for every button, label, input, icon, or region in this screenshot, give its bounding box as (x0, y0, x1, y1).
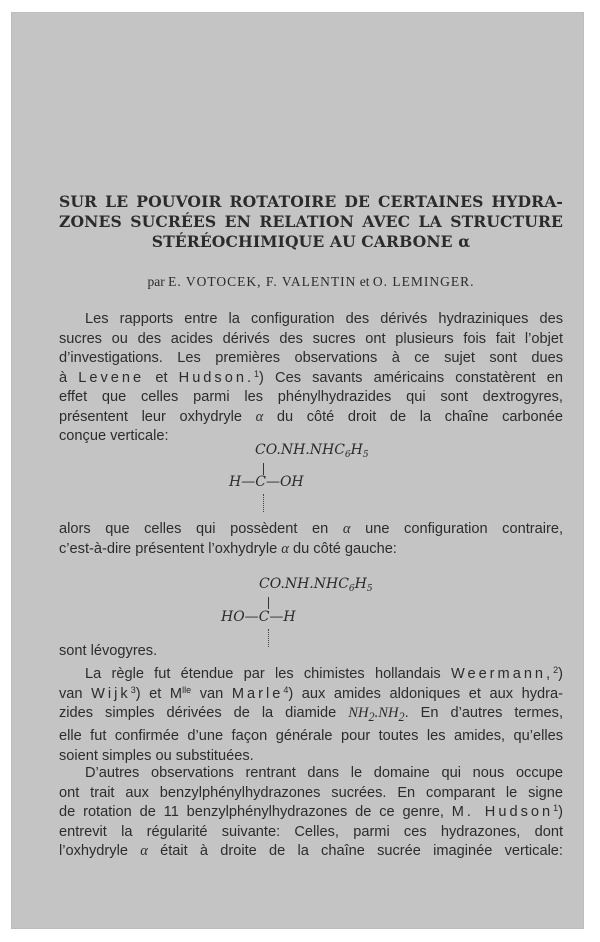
text: van (59, 685, 83, 702)
text: . En d’autres termes, (404, 705, 564, 721)
text: ) et M (135, 685, 183, 702)
text-line: d’investigations. Les premières observations à ce sujet sont dues (59, 350, 563, 366)
formula-top (259, 576, 373, 592)
formula-middle (229, 474, 304, 490)
alpha-symbol: α (281, 540, 289, 557)
formula-text: H— (229, 474, 256, 490)
text: à (59, 369, 68, 386)
formula-text: NH (348, 705, 369, 721)
author-ref-hudson: M. Hudson (451, 804, 554, 820)
scanned-page (11, 12, 584, 929)
formula-text: —H (269, 609, 296, 625)
formula-text: H (354, 576, 367, 592)
formula-text: C (255, 474, 266, 490)
text: du côté droit de la chaîne carbonée (276, 408, 563, 425)
text-line: conçue verticale: (59, 428, 169, 444)
author-prefix: par (147, 274, 165, 289)
text-line: entrevit la régularité suivante: Celles, parmi ces hydrazones, dont (59, 823, 563, 840)
text-line: sont lévogyres. (59, 643, 158, 659)
text: et (155, 369, 168, 386)
text-line (59, 665, 563, 685)
formula-top (255, 442, 369, 458)
text: l’oxhydryle (59, 843, 128, 859)
formula-text: HO— (221, 609, 259, 625)
footnote-ref: 1 (553, 803, 559, 813)
text-line: soient simples ou substituées. (59, 747, 254, 764)
text-line (59, 408, 563, 428)
formula-subscript: 5 (362, 450, 369, 460)
text-line (59, 520, 563, 540)
paragraph-intro (59, 310, 563, 447)
formula-text: H (350, 442, 363, 458)
author-ref-weermann: Weermann, (450, 666, 554, 682)
text: zides simples dérivées de la diamide (59, 705, 337, 721)
text: van (199, 685, 224, 702)
footnote-ref: 3 (130, 684, 136, 695)
formula-text: C (258, 609, 270, 625)
text-line: ont trait aux benzylphénylhydrazones sucrées. En comparant le signe (59, 784, 563, 801)
formula-subscript: 6 (348, 584, 355, 594)
text: présentent leur oxhydryle (59, 408, 242, 425)
formula-text: CO.NH.NHC (259, 576, 349, 592)
text: ) (558, 666, 563, 682)
formula-subscript: 6 (344, 450, 351, 460)
bond-line (268, 597, 269, 609)
text-line (59, 842, 563, 862)
paragraph-rule-extended (59, 665, 563, 766)
paragraph-contrary (59, 520, 563, 559)
formula-text: CO.NH.NHC (255, 442, 345, 458)
formula-subscript: 2 (368, 709, 375, 724)
text: ) aux amides aldoniques et aux hydra- (288, 685, 563, 702)
author-names: E. VOTOCEK, F. VALENTIN (168, 274, 357, 289)
author-ref-levene: Levene (78, 369, 145, 386)
text-line (59, 685, 563, 705)
author-conjunction: et (359, 274, 370, 289)
text: c’est-à-dire présentent l’oxhydryle (59, 540, 278, 557)
paragraph-benzyl (59, 764, 563, 862)
text-line: Les rapports entre la configuration des dérivés hydraziniques des (85, 311, 563, 327)
text-line (59, 369, 563, 389)
text: ) Ces savants américains constatèrent en (259, 369, 563, 386)
author-ref-hudson: Hudson. (178, 369, 255, 386)
author-line (59, 274, 563, 290)
mlle-abbrev: lle (182, 684, 192, 695)
author-last: O. LEMINGER. (372, 274, 475, 289)
article-title (59, 192, 563, 252)
text: ) (558, 804, 563, 820)
text-line: effet que celles parmi les phénylhydrazides qui sont dextrogyres, (59, 389, 563, 405)
text: alors que celles qui possèdent en (59, 521, 329, 537)
formula-text: —OH (265, 474, 304, 490)
title-line-2: ZONES SUCRÉES EN RELATION AVEC LA STRUCTURE (59, 212, 563, 231)
text: était à droite de la chaîne sucrée imaginée verticale: (160, 843, 563, 859)
text-line: elle fut confirmée d’une façon générale pour toutes les amides, qu’elles (59, 728, 563, 745)
title-line-3: STÉRÉOCHIMIQUE AU CARBONE α (151, 232, 471, 251)
formula-middle (221, 609, 296, 625)
title-line-1: SUR LE POUVOIR ROTATOIRE DE CERTAINES HYDRA- (59, 192, 563, 211)
alpha-symbol: α (342, 521, 351, 537)
formula-subscript: 5 (366, 584, 373, 594)
text-line: sucres ou des acides dérivés des sucres ont plusieurs fois fait l’objet (59, 330, 563, 347)
footnote-ref: 1 (254, 368, 260, 379)
text-line (59, 704, 563, 727)
text: du côté gauche: (293, 540, 397, 557)
text-line: D’autres observations rentrant dans le domaine qui nous occupe (85, 765, 563, 781)
dotted-bond (263, 494, 264, 512)
text-line (59, 540, 563, 560)
alpha-symbol: α (140, 843, 148, 859)
text: de rotation de 11 benzylphénylhydrazones de ce genre, (59, 804, 444, 820)
formula-subscript: 2 (398, 709, 405, 724)
footnote-ref: 2 (553, 665, 559, 675)
author-ref-marle: Marle (231, 685, 284, 702)
formula-text: .NH (374, 705, 399, 721)
diamide-formula (348, 705, 405, 724)
alpha-symbol: α (255, 408, 264, 425)
author-ref-wijk: Wijk (91, 685, 131, 702)
text: La règle fut étendue par les chimistes hollandais (85, 666, 441, 682)
footnote-ref: 4 (283, 684, 289, 695)
paragraph-levogyres (59, 642, 563, 662)
text: une configuration contraire, (365, 521, 564, 537)
text-line (59, 803, 563, 823)
